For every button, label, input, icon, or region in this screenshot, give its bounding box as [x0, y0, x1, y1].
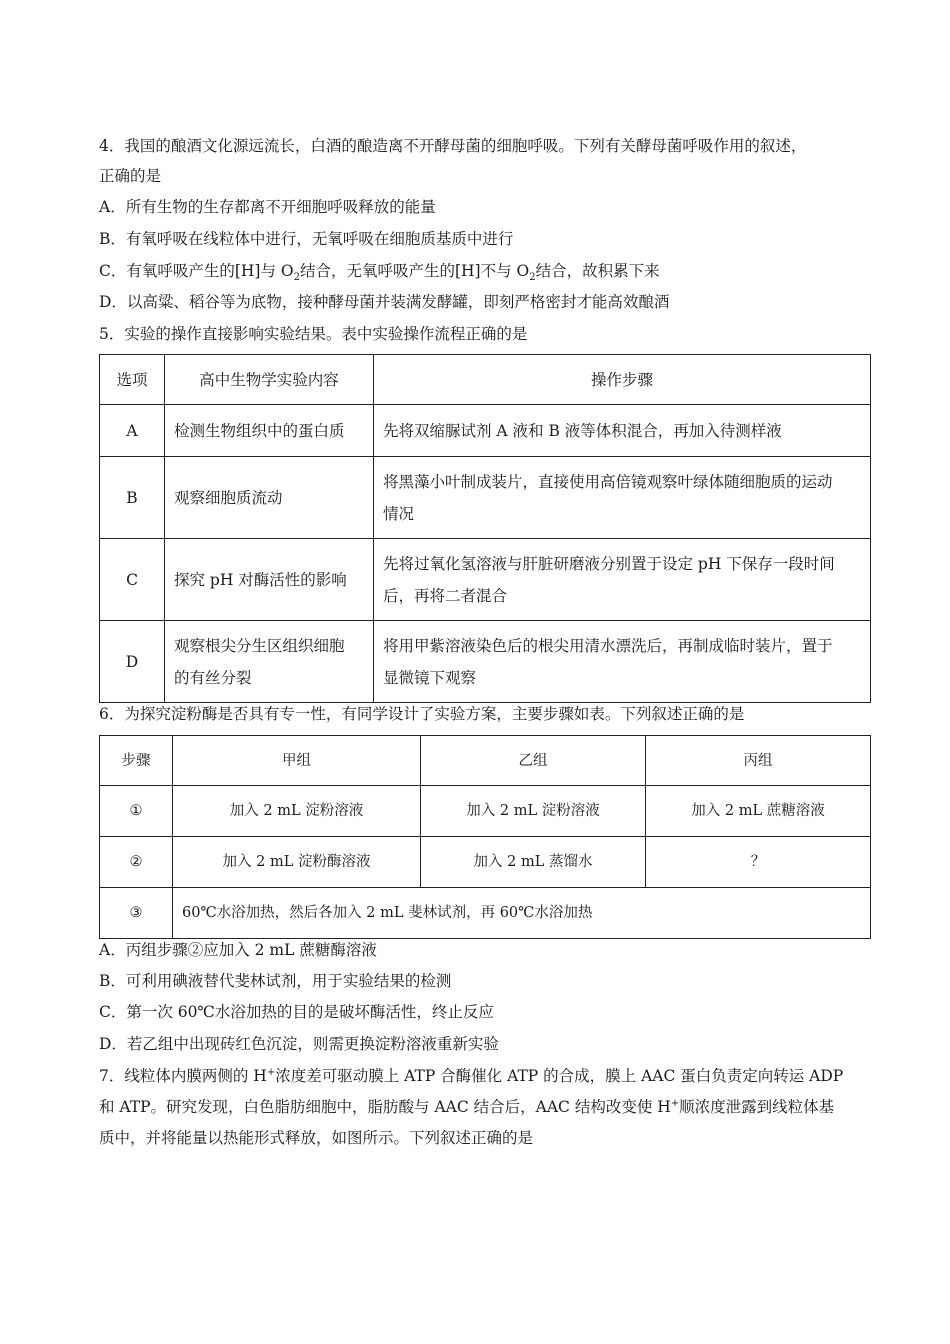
content-cell: 观察根尖分生区组织细胞 的有丝分裂 [165, 621, 374, 703]
table-row [100, 888, 871, 939]
q6-option-d: D．若乙组中出现砖红色沉淀，则需更换淀粉溶液重新实验 [99, 1035, 499, 1053]
q4-option-c: C．有氧呼吸产生的[H]与 $O_2$结合，无氧呼吸产生的[H]不与 $O_2$结合，故积累下来 [99, 262, 660, 284]
q4-option-a: A．所有生物的生存都离不开细胞呼吸释放的能量 [99, 198, 436, 216]
table-header-cell: 步骤 [100, 736, 173, 786]
table-cell: 加入 2 mL 蔗糖溶液 [646, 786, 871, 837]
table-header-cell: 甲组 [173, 736, 421, 786]
table-header-cell: 选项 [100, 355, 165, 405]
option-cell: C [100, 539, 165, 621]
steps-cell: 将黑藻小叶制成装片，直接使用高倍镜观察叶绿体随细胞质的运动 情况 [374, 457, 871, 539]
option-cell: B [100, 457, 165, 539]
q6-table [99, 735, 871, 939]
table-header-cell: 操作步骤 [374, 355, 871, 405]
table-header-row [100, 736, 871, 786]
step-cell: ② [100, 837, 173, 888]
step-cell: ① [100, 786, 173, 837]
q7-stem-line2: 和 ATP。研究发现，白色脂肪细胞中，脂肪酸与 AAC 结合后，AAC 结构改变使 H+顺浓度泄露到线粒体基 [99, 1097, 835, 1116]
table-cell: 加入 2 mL 淀粉溶液 [421, 786, 646, 837]
steps-cell: 先将双缩脲试剂 A 液和 B 液等体积混合，再加入待测样液 [374, 405, 871, 457]
table-row [100, 405, 871, 457]
table-row [100, 457, 871, 539]
steps-cell: 先将过氧化氢溶液与肝脏研磨液分别置于设定 pH 下保存一段时间 后，再将二者混合 [374, 539, 871, 621]
content-cell: 观察细胞质流动 [165, 457, 374, 539]
option-cell: D [100, 621, 165, 703]
q4-option-d: D．以高粱、稻谷等为底物，接种酵母菌并装满发酵罐，即刻严格密封才能高效酿酒 [99, 293, 670, 311]
table-cell: 加入 2 mL 蒸馏水 [421, 837, 646, 888]
table-header-cell: 丙组 [646, 736, 871, 786]
q4-option-b: B．有氧呼吸在线粒体中进行，无氧呼吸在细胞质基质中进行 [99, 230, 514, 248]
table-cell: 加入 2 mL 淀粉酶溶液 [173, 837, 421, 888]
table-header-row [100, 355, 871, 405]
q5-stem: 5．实验的操作直接影响实验结果。表中实验操作流程正确的是 [99, 325, 528, 343]
content-cell: 探究 pH 对酶活性的影响 [165, 539, 374, 621]
table-row [100, 621, 871, 703]
table-row [100, 837, 871, 888]
step-cell: ③ [100, 888, 173, 939]
q6-option-b: B．可利用碘液替代斐林试剂，用于实验结果的检测 [99, 972, 452, 990]
q7-stem-line3: 质中，并将能量以热能形式释放，如图所示。下列叙述正确的是 [99, 1129, 534, 1147]
table-cell: 加入 2 mL 淀粉溶液 [173, 786, 421, 837]
table-row [100, 539, 871, 621]
content-cell: 检测生物组织中的蛋白质 [165, 405, 374, 457]
q6-option-c: C．第一次 60℃水浴加热的目的是破坏酶活性，终止反应 [99, 1003, 494, 1021]
q4-stem-line2: 正确的是 [99, 167, 162, 185]
q6-option-a: A．丙组步骤②应加入 2 mL 蔗糖酶溶液 [99, 941, 377, 959]
table-cell: 60℃水浴加热，然后各加入 2 mL 斐林试剂，再 60℃水浴加热 [173, 888, 871, 939]
table-header-cell: 乙组 [421, 736, 646, 786]
q5-table [99, 354, 871, 703]
option-cell: A [100, 405, 165, 457]
table-cell: ？ [646, 837, 871, 888]
table-header-cell: 高中生物学实验内容 [165, 355, 374, 405]
q4-stem-line1: 4．我国的酿酒文化源远流长，白酒的酿造离不开酵母菌的细胞呼吸。下列有关酵母菌呼吸作用的叙述， [99, 137, 807, 155]
steps-cell: 将用甲紫溶液染色后的根尖用清水漂洗后，再制成临时装片，置于 显微镜下观察 [374, 621, 871, 703]
q6-stem: 6．为探究淀粉酶是否具有专一性，有同学设计了实验方案，主要步骤如表。下列叙述正确的是 [99, 705, 745, 723]
table-row [100, 786, 871, 837]
q7-stem-line1: 7．线粒体内膜两侧的 H+浓度差可驱动膜上 ATP 合酶催化 ATP 的合成，膜上 AAC 蛋白负责定向转运 ADP [99, 1066, 844, 1085]
